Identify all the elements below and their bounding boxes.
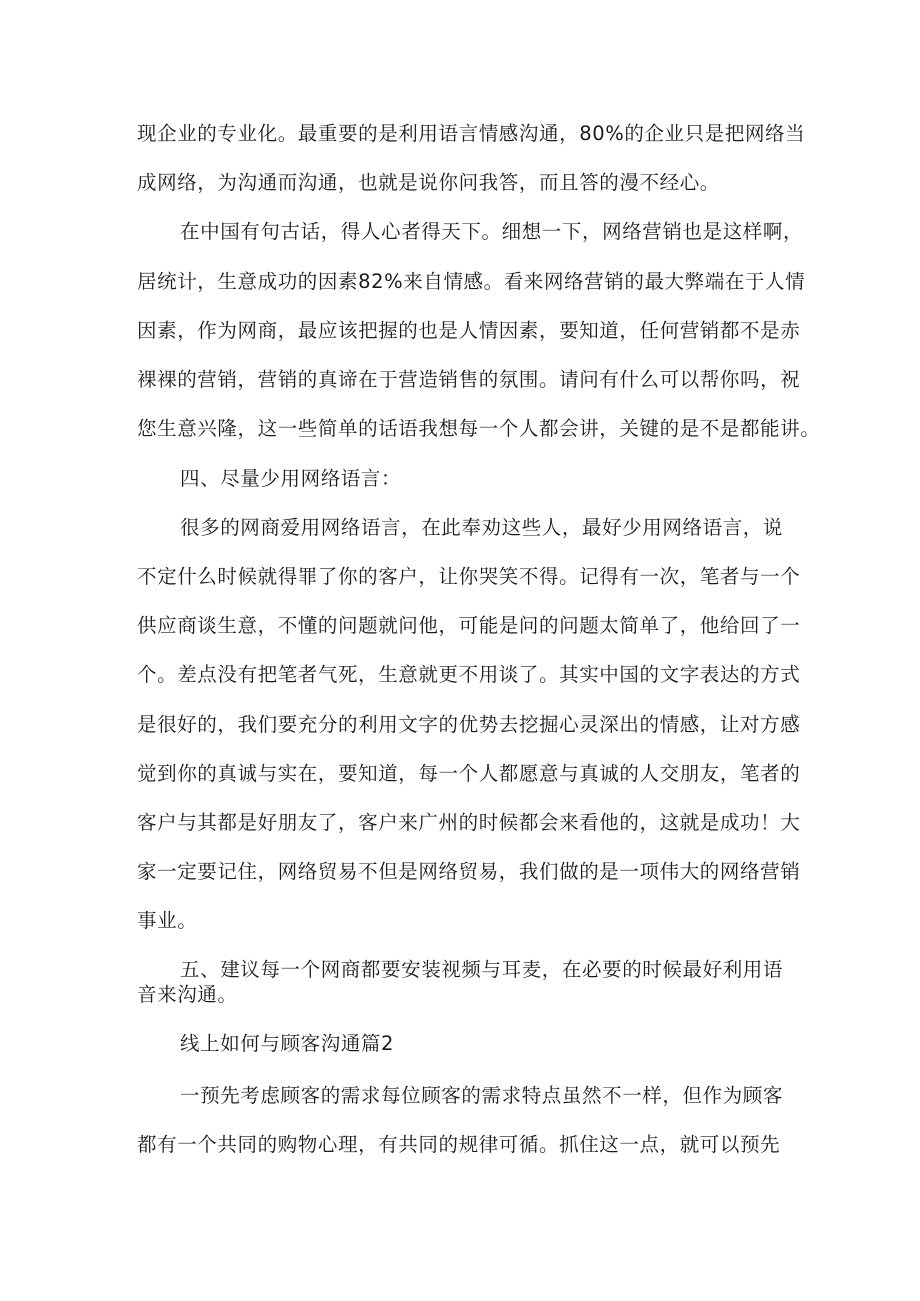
section-heading: 四、尽量少用网络语言： bbox=[180, 467, 402, 490]
paragraph-line: 事业。 bbox=[137, 909, 198, 932]
paragraph-line: 现企业的专业化。最重要的是利用语言情感沟通，80%的企业只是把网络当 bbox=[137, 122, 806, 145]
paragraph-line: 居统计，生意成功的因素82%来自情感。看来网络营销的最大弊端在于人情 bbox=[137, 270, 806, 293]
paragraph-line: 您生意兴隆，这一些简单的话语我想每一个人都会讲，关键的是不是都能讲。 bbox=[137, 417, 821, 440]
paragraph-line: 觉到你的真诚与实在，要知道，每一个人都愿意与真诚的人交朋友，笔者的 bbox=[137, 762, 801, 785]
paragraph-line: 成网络，为沟通而沟通，也就是说你问我答，而且答的漫不经心。 bbox=[137, 171, 720, 194]
article-subtitle: 线上如何与顾客沟通篇2 bbox=[180, 1032, 395, 1055]
paragraph-line: 不定什么时候就得罪了你的客户，让你哭笑不得。记得有一次，笔者与一个 bbox=[137, 565, 801, 588]
paragraph-line: 个。差点没有把笔者气死，生意就更不用谈了。其实中国的文字表达的方式 bbox=[137, 663, 801, 686]
paragraph-line: 一预先考虑顾客的需求每位顾客的需求特点虽然不一样，但作为顾客 bbox=[180, 1084, 784, 1107]
paragraph-line: 客户与其都是好朋友了，客户来广州的时候都会来看他的，这就是成功！大 bbox=[137, 811, 801, 834]
paragraph-line: 是很好的，我们要充分的利用文字的优势去挖掘心灵深出的情感，让对方感 bbox=[137, 713, 801, 736]
paragraph-line: 在中国有句古话，得人心者得天下。细想一下，网络营销也是这样啊， bbox=[180, 220, 804, 243]
paragraph-line: 很多的网商爱用网络语言，在此奉劝这些人，最好少用网络语言，说 bbox=[180, 516, 784, 539]
paragraph-line: 家一定要记住，网络贸易不但是网络贸易，我们做的是一项伟大的网络营销 bbox=[137, 860, 801, 883]
paragraph-line: 供应商谈生意，不懂的问题就问他，可能是问的问题太简单了，他给回了一 bbox=[137, 614, 801, 637]
section-heading-continuation: 音来沟通。 bbox=[137, 983, 238, 1006]
section-heading: 五、建议每一个网商都要安装视频与耳麦，在必要的时候最好利用语 bbox=[180, 958, 784, 981]
paragraph-line: 因素，作为网商，最应该把握的也是人情因素，要知道，任何营销都不是赤 bbox=[137, 319, 801, 342]
paragraph-line: 都有一个共同的购物心理，有共同的规律可循。抓住这一点，就可以预先 bbox=[137, 1133, 781, 1156]
paragraph-line: 裸裸的营销，营销的真谛在于营造销售的氛围。请问有什么可以帮你吗，祝 bbox=[137, 368, 801, 391]
